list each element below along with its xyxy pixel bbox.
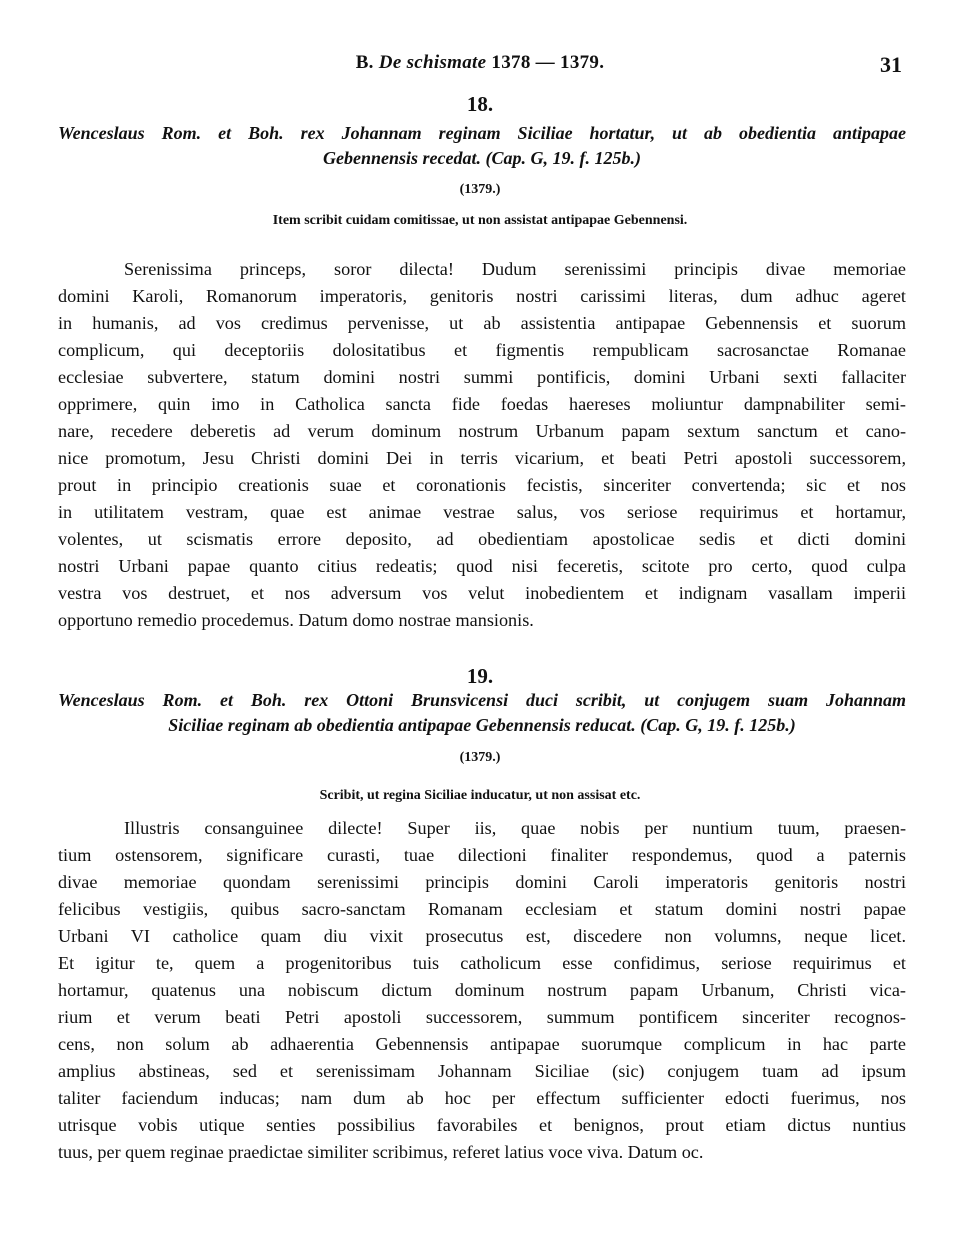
body-line: domini Karoli, Romanorum imperatoris, genitoris nostri carissimi literas, dum adhuc ageret	[58, 286, 906, 306]
body-line: prout in principio creationis suae et coronationis fecistis, sinceriter convertenda; sic et nos	[58, 475, 906, 495]
body-line: volentes, ut scismatis errore deposito, ad obedientiam apostolicae sedis et dicti domini	[58, 529, 906, 549]
running-title-italic: De schismate	[378, 52, 487, 73]
body-line: utrisque vobis utique senties possibilius favorabiles et benignos, prout etiam dictus nuntius	[58, 1115, 906, 1135]
rubric-line: Wenceslaus Rom. et Boh. rex Johannam reginam Siciliae hortatur, ut ab obedientia antipapae	[58, 123, 906, 143]
body-line: divae memoriae quondam serenissimi principis domini Caroli imperatoris genitoris nostri	[58, 872, 906, 892]
body-line: felicibus vestigiis, quibus sacro-sanctam Romanam ecclesiam et statum domini nostri papae	[58, 899, 906, 919]
page-number: 31	[880, 52, 902, 77]
body-line: nice promotum, Jesu Christi domini Dei in terris vicarium, et beati Petri apostoli successorem,	[58, 448, 906, 468]
running-title-prefix: B.	[355, 52, 374, 73]
body-line: in humanis, ad vos credimus pervenisse, ut ab assistentia antipapae Gebennensis et suorum	[58, 313, 906, 333]
document-number: 18.	[466, 92, 494, 116]
rubric-line: Siciliae reginam ab obedientia antipapae Gebennensis reducat. (Cap. G, 19. f. 125b.)	[168, 715, 796, 735]
body-line: rium et verum beati Petri apostoli successorem, summum pontificem sinceriter recognos-	[58, 1007, 906, 1027]
running-title-years: 1378 — 1379.	[491, 52, 605, 73]
body-line: hortamur, quatenus una nobiscum dictum dominum nostrum papam Urbanum, Christi vica-	[58, 980, 906, 1000]
body-line: taliter faciendum inducas; nam dum ab hoc per effectum sufficienter edocti fuerimus, nos	[58, 1088, 906, 1108]
body-line: vestra vos destruet, et nos adversum vos velut inobedientem et indignam vasallam imperii	[58, 583, 906, 603]
body-line: cens, non solum ab adhaerentia Gebennensis antipapae suorumque complicum in hac parte	[58, 1034, 906, 1054]
document-body	[58, 815, 906, 1166]
document-date: (1379.)	[459, 182, 501, 197]
document-rubric	[58, 688, 906, 738]
body-line: Serenissima princeps, soror dilecta! Dudum serenissimi principis divae memoriae	[124, 259, 906, 279]
body-line: nare, recedere deberetis ad verum dominum nostrum Urbanum papam sextum sanctum et cano-	[58, 421, 906, 441]
body-line: opprimere, quin imo in Catholica sancta fide foedas haereses moliuntur dampnabiliter semi-	[58, 394, 906, 414]
document-rubric	[58, 121, 906, 171]
body-line: Et igitur te, quem a progenitoribus tuis catholicum esse confidimus, seriose requirimus et	[58, 953, 906, 973]
running-title	[0, 52, 960, 74]
rubric-line: Gebennensis recedat. (Cap. G, 19. f. 125b.)	[323, 148, 641, 168]
document-date: (1379.)	[459, 750, 501, 765]
body-line: tium ostensorem, significare curasti, tuae dilectioni finaliter respondemus, quod a paternis	[58, 845, 906, 865]
body-line: opportuno remedio procedemus. Datum domo nostrae mansionis.	[58, 610, 534, 630]
body-line: in utilitatem vestram, quae est animae vestrae salus, vos seriose requirimus et hortamur,	[58, 502, 906, 522]
document-number: 19.	[466, 664, 494, 688]
document-body	[58, 256, 906, 634]
body-line: ecclesiae subvertere, statum domini nostri summi pontificis, domini Urbani sexti fallaciter	[58, 367, 906, 387]
document-summary: Item scribit cuidam comitissae, ut non assistat antipapae Gebennensi.	[272, 213, 688, 228]
body-line: nostri Urbani papae quanto citius redeatis; quod nisi feceretis, scitote pro certo, quod culpa	[58, 556, 906, 576]
body-line: Illustris consanguinee dilecte! Super iis, quae nobis per nuntium tuum, praesen-	[124, 818, 906, 838]
body-line: Urbani VI catholice quam diu vixit prosecutus est, discedere non volumns, neque licet.	[58, 926, 906, 946]
body-line: complicum, qui deceptoriis dolositatibus et figmentis rempublicam sacrosanctae Romanae	[58, 340, 906, 360]
running-head	[0, 52, 960, 82]
rubric-line: Wenceslaus Rom. et Boh. rex Ottoni Brunsvicensi duci scribit, ut conjugem suam Johannam	[58, 690, 906, 710]
body-line: tuus, per quem reginae praedictae similiter scribimus, referet latius voce viva. Datum oc.	[58, 1142, 704, 1162]
body-line: amplius abstineas, sed et serenissimam Johannam Siciliae (sic) conjugem tuam ad ipsum	[58, 1061, 906, 1081]
document-summary: Scribit, ut regina Siciliae inducatur, ut non assisat etc.	[319, 788, 641, 803]
